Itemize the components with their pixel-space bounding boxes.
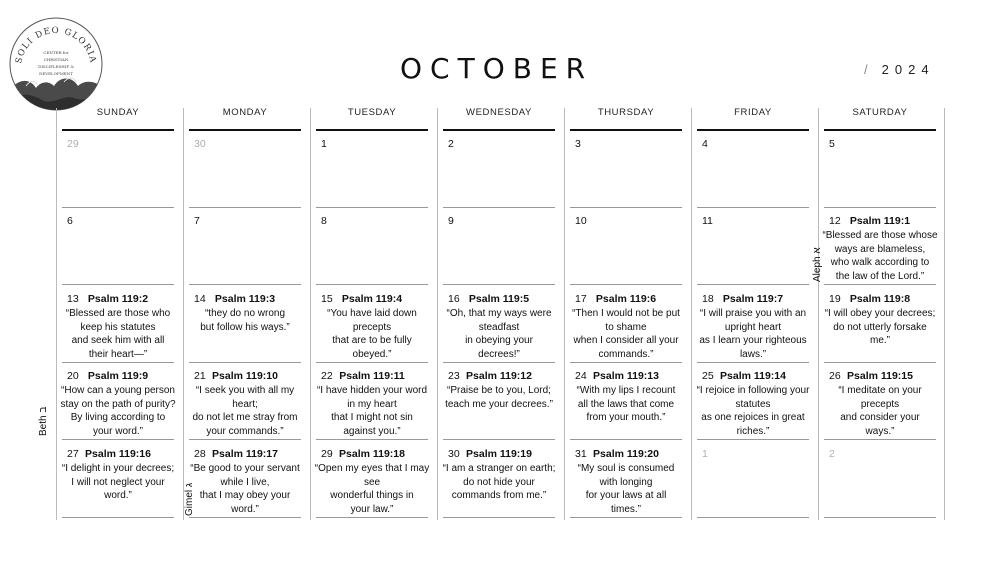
calendar-day-cell	[691, 209, 815, 285]
cell-divider	[570, 207, 682, 208]
logo-ring-text: SOLI DEO GLORIA	[14, 25, 98, 65]
cell-divider	[62, 517, 174, 518]
day-number: 16	[448, 293, 460, 305]
day-number: 30	[448, 448, 460, 460]
calendar-day-cell	[56, 442, 180, 518]
calendar-day-cell	[310, 287, 434, 363]
year-header	[864, 62, 935, 77]
calendar-day-cell	[691, 364, 815, 440]
cell-divider	[62, 439, 174, 440]
day-number: 2	[448, 138, 454, 150]
scripture-reference: Psalm 119:15	[847, 370, 913, 382]
verse-text: “I rejoice in following your statutes as one rejoices in great riches.”	[696, 385, 810, 437]
verse-text: “Then I would not be put to shame when I consider all your commands.”	[572, 308, 680, 360]
calendar-day-cell	[437, 209, 561, 285]
grid-line	[944, 108, 945, 520]
verse-text: “I seek you with all my heart; do not let me stray from your commands.”	[192, 385, 298, 437]
calendar-day-cell	[437, 364, 561, 440]
calendar-day-cell	[183, 364, 307, 440]
scripture-reference: Psalm 119:5	[468, 293, 530, 305]
logo-line: DEVELOPMENT	[39, 71, 73, 76]
calendar-day-cell	[564, 287, 688, 363]
day-number: 5	[829, 138, 835, 150]
scripture-reference: Psalm 119:20	[593, 448, 659, 460]
day-number: 18	[702, 293, 714, 305]
cell-divider	[189, 362, 301, 363]
title-separator: /	[864, 62, 882, 77]
calendar-day-cell	[818, 287, 942, 363]
calendar-day-cell	[437, 132, 561, 208]
day-number: 1	[321, 138, 327, 150]
scripture-reference: Psalm 119:4	[341, 293, 403, 305]
cell-divider	[824, 362, 936, 363]
scripture-reference: Psalm 119:17	[212, 448, 278, 460]
cell-divider	[316, 207, 428, 208]
day-number: 25	[702, 370, 714, 382]
weekday-header: WEDNESDAY	[443, 104, 555, 131]
day-number: 6	[67, 215, 73, 227]
logo-line: CHRISTIAN	[43, 57, 69, 62]
calendar-day-cell	[691, 442, 815, 518]
calendar-day-cell	[818, 364, 942, 440]
verse-text: “Blessed are those whose ways are blameless, who walk according to the law of the Lord.”	[822, 230, 938, 282]
calendar-day-cell	[564, 209, 688, 285]
scripture-reference: Psalm 119:11	[339, 370, 405, 382]
cell-divider	[570, 517, 682, 518]
calendar-day-cell	[564, 442, 688, 518]
weekday-header: SUNDAY	[62, 104, 174, 131]
section-label-aleph: Aleph א	[812, 247, 823, 282]
verse-text: “I will obey your decrees; do not utterly forsake me.”	[824, 308, 936, 347]
calendar-day-cell	[56, 132, 180, 208]
verse-text: “With my lips I recount all the laws that come from your mouth.”	[576, 385, 676, 424]
calendar-day-cell	[691, 287, 815, 363]
weekday-header: MONDAY	[189, 104, 301, 131]
soli-deo-gloria-logo	[8, 16, 104, 112]
cell-divider	[62, 284, 174, 285]
calendar-day-cell	[564, 132, 688, 208]
day-number: 1	[702, 448, 708, 460]
day-number: 19	[829, 293, 841, 305]
day-number: 2	[829, 448, 835, 460]
day-number: 31	[575, 448, 587, 460]
day-number: 9	[448, 215, 454, 227]
verse-text: “I delight in your decrees; I will not neglect your word.”	[61, 463, 175, 502]
cell-divider	[570, 284, 682, 285]
cell-divider	[189, 517, 301, 518]
calendar-day-cell	[818, 209, 942, 285]
day-number: 3	[575, 138, 581, 150]
cell-divider	[697, 439, 809, 440]
day-number: 20	[67, 370, 79, 382]
scripture-reference: Psalm 119:16	[85, 448, 151, 460]
verse-text: “I meditate on your precepts and consider your ways.”	[838, 385, 922, 437]
cell-divider	[189, 439, 301, 440]
cell-divider	[316, 439, 428, 440]
scripture-reference: Psalm 119:10	[212, 370, 278, 382]
calendar-day-cell	[310, 364, 434, 440]
cell-divider	[62, 207, 174, 208]
weekday-header: TUESDAY	[316, 104, 428, 131]
cell-divider	[570, 362, 682, 363]
scripture-reference: Psalm 119:1	[849, 215, 911, 227]
cell-divider	[316, 362, 428, 363]
scripture-reference: Psalm 119:19	[466, 448, 532, 460]
calendar-day-cell	[310, 132, 434, 208]
verse-text: “Open my eyes that I may see wonderful things in your law.”	[314, 463, 430, 515]
day-number: 13	[67, 293, 79, 305]
cell-divider	[62, 362, 174, 363]
day-number: 11	[702, 215, 713, 227]
cell-divider	[697, 284, 809, 285]
day-number: 29	[321, 448, 333, 460]
day-number: 7	[194, 215, 200, 227]
logo-line: CENTER for	[43, 50, 69, 55]
cell-divider	[316, 517, 428, 518]
scripture-reference: Psalm 119:9	[87, 370, 149, 382]
day-number: 22	[321, 370, 333, 382]
verse-text: “Be good to your servant while I live, that I may obey your word.”	[190, 463, 300, 515]
day-number: 21	[194, 370, 206, 382]
verse-text: “You have laid down precepts that are to be fully obeyed.”	[327, 308, 417, 360]
day-number: 24	[575, 370, 587, 382]
cell-divider	[443, 207, 555, 208]
cell-divider	[824, 207, 936, 208]
day-number: 10	[575, 215, 587, 227]
cell-divider	[316, 284, 428, 285]
verse-text: “they do no wrong but follow his ways.”	[200, 308, 290, 333]
cell-divider	[570, 439, 682, 440]
weekday-header: FRIDAY	[697, 104, 809, 131]
calendar-day-cell	[437, 287, 561, 363]
calendar-day-cell	[437, 442, 561, 518]
cell-divider	[443, 362, 555, 363]
calendar-day-cell	[183, 209, 307, 285]
scripture-reference: Psalm 119:6	[595, 293, 657, 305]
calendar-day-cell	[56, 287, 180, 363]
verse-text: “I am a stranger on earth; do not hide your commands from me.”	[442, 463, 556, 502]
calendar-day-cell	[818, 442, 942, 518]
day-number: 23	[448, 370, 460, 382]
verse-text: “I have hidden your word in my heart that I might not sin against you.”	[316, 385, 428, 437]
weekday-header: THURSDAY	[570, 104, 682, 131]
verse-text: “Oh, that my ways were steadfast in obeying your decrees!”	[446, 308, 552, 360]
verse-text: “My soul is consumed with longing for your laws at all times.”	[577, 463, 675, 515]
day-number: 12	[829, 215, 841, 227]
day-number: 15	[321, 293, 333, 305]
scripture-reference: Psalm 119:14	[720, 370, 786, 382]
section-label-gimel: Gimel ג	[184, 482, 195, 516]
day-number: 4	[702, 138, 708, 150]
day-number: 30	[194, 138, 206, 150]
cell-divider	[697, 207, 809, 208]
weekday-header: SATURDAY	[824, 104, 936, 131]
cell-divider	[697, 362, 809, 363]
cell-divider	[824, 517, 936, 518]
calendar-day-cell	[818, 132, 942, 208]
cell-divider	[443, 284, 555, 285]
calendar-day-cell	[310, 442, 434, 518]
year-label: 2024	[881, 62, 935, 77]
scripture-reference: Psalm 119:2	[87, 293, 149, 305]
calendar-day-cell	[56, 364, 180, 440]
scripture-reference: Psalm 119:12	[466, 370, 532, 382]
verse-text: “How can a young person stay on the path of purity? By living according to your word.”	[60, 385, 176, 437]
calendar-day-cell	[183, 287, 307, 363]
day-number: 27	[67, 448, 79, 460]
cell-divider	[189, 207, 301, 208]
calendar-day-cell	[310, 209, 434, 285]
day-number: 29	[67, 138, 79, 150]
cell-divider	[443, 517, 555, 518]
cell-divider	[443, 439, 555, 440]
calendar-day-cell	[183, 442, 307, 518]
cell-divider	[824, 439, 936, 440]
scripture-reference: Psalm 119:3	[214, 293, 276, 305]
scripture-reference: Psalm 119:13	[593, 370, 659, 382]
calendar-day-cell	[56, 209, 180, 285]
day-number: 14	[194, 293, 206, 305]
day-number: 8	[321, 215, 327, 227]
calendar-day-cell	[691, 132, 815, 208]
day-number: 26	[829, 370, 841, 382]
month-title: OCTOBER	[400, 52, 594, 85]
section-label-beth: Beth ב	[38, 406, 49, 436]
cell-divider	[824, 284, 936, 285]
cell-divider	[189, 284, 301, 285]
calendar-day-cell	[183, 132, 307, 208]
verse-text: “Praise be to you, Lord; teach me your decrees.”	[445, 385, 553, 410]
verse-text: “I will praise you with an upright heart as I learn your righteous laws.”	[699, 308, 807, 360]
verse-text: “Blessed are those who keep his statutes and seek him with all their heart—”	[65, 308, 171, 360]
cell-divider	[697, 517, 809, 518]
scripture-reference: Psalm 119:7	[722, 293, 784, 305]
logo-line: DISCIPLESHIP &	[38, 64, 74, 69]
day-number: 28	[194, 448, 206, 460]
scripture-reference: Psalm 119:8	[849, 293, 911, 305]
scripture-reference: Psalm 119:18	[339, 448, 405, 460]
calendar-day-cell	[564, 364, 688, 440]
day-number: 17	[575, 293, 587, 305]
